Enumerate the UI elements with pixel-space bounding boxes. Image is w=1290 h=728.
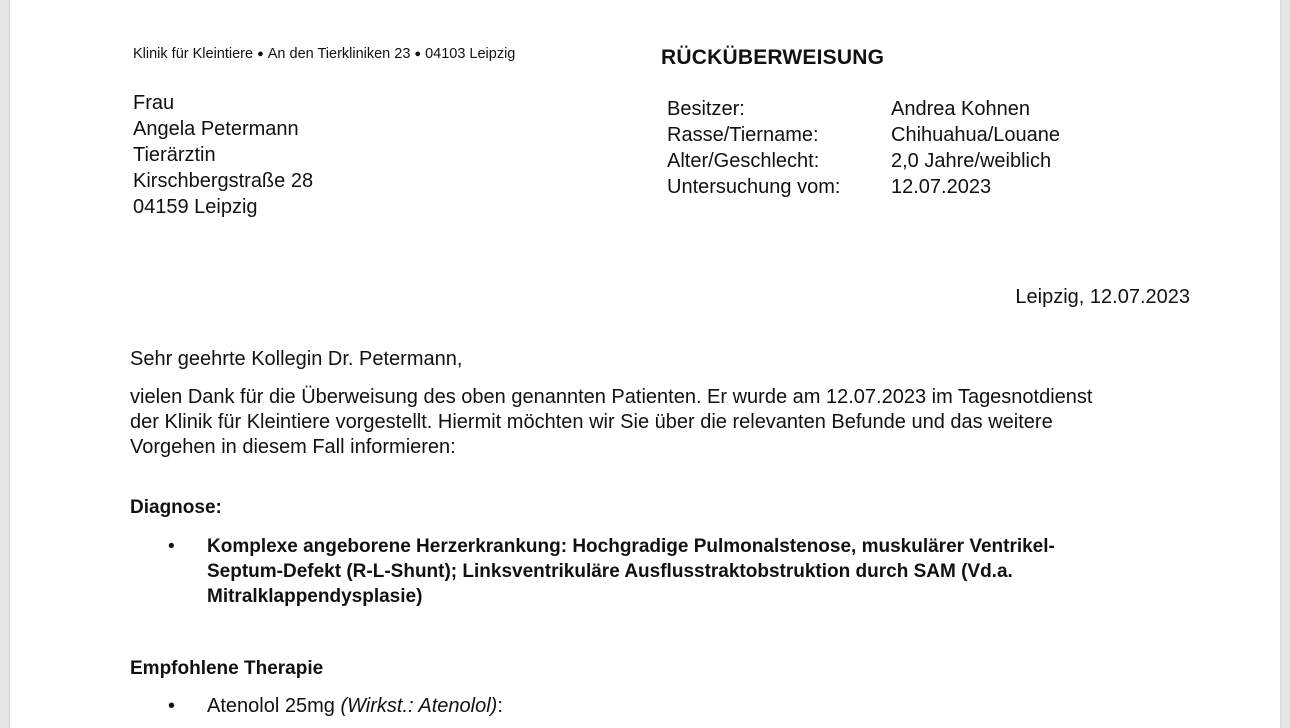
patient-label: Besitzer: (667, 98, 745, 120)
recipient-profession: Tierärztin (133, 144, 216, 166)
recipient-salutation: Frau (133, 92, 175, 114)
patient-info (667, 96, 1060, 200)
diagnosis-line: Septum-Defekt (R-L-Shunt); Linksventrikuläre Ausflusstraktobstruktion durch SAM (Vd.a. (207, 561, 1013, 582)
letter-salutation: Sehr geehrte Kollegin Dr. Petermann, (130, 348, 463, 370)
intro-line: der Klinik für Kleintiere vorgestellt. Hiermit möchten wir Sie über die relevanten Befunde und das weitere (130, 411, 1053, 433)
patient-label: Rasse/Tiername: (667, 124, 819, 146)
bullet-icon: • (168, 536, 175, 557)
diagnosis-line: Mitralklappendysplasie) (207, 586, 423, 607)
patient-row-age (667, 148, 1060, 174)
document-page (10, 0, 1280, 728)
patient-label: Alter/Geschlecht: (667, 150, 820, 172)
sender-clinic: Klinik für Kleintiere (133, 46, 254, 62)
patient-value: 2,0 Jahre/weiblich (891, 150, 1052, 172)
therapy-heading: Empfohlene Therapie (130, 658, 324, 679)
intro-line: vielen Dank für die Überweisung des oben genannten Patienten. Er wurde am 12.07.2023 im Tagesnotdienst (130, 386, 1093, 408)
diagnosis-heading: Diagnose: (130, 497, 222, 518)
place-date: Leipzig, 12.07.2023 (1015, 286, 1190, 308)
diagnosis-line: Komplexe angeborene Herzerkrankung: Hochgradige Pulmonalstenose, muskulärer Ventrikel- (207, 536, 1055, 557)
separator-dot-icon: ● (414, 48, 422, 60)
drug-active-ingredient: (Wirkst.: Atenolol) (340, 695, 498, 717)
intro-line: Vorgehen in diesem Fall informieren: (130, 436, 456, 458)
patient-value: Andrea Kohnen (891, 98, 1031, 120)
patient-value: Chihuahua/Louane (891, 124, 1061, 146)
bullet-icon: • (168, 695, 176, 717)
sender-street: An den Tierkliniken 23 (267, 46, 411, 62)
sender-address-line (133, 46, 515, 62)
patient-row-breed (667, 122, 1060, 148)
diagnosis-text (207, 534, 1055, 609)
letter-intro (130, 385, 1092, 460)
recipient-name: Angela Petermann (133, 118, 299, 140)
therapy-colon: : (497, 695, 503, 717)
patient-label: Untersuchung vom: (667, 176, 841, 198)
recipient-street: Kirschbergstraße 28 (133, 170, 314, 192)
drug-name: Atenolol 25mg (207, 695, 335, 717)
recipient-city: 04159 Leipzig (133, 196, 258, 218)
patient-row-exam-date (667, 174, 1060, 200)
patient-value: 12.07.2023 (891, 176, 992, 198)
separator-dot-icon: ● (257, 48, 264, 60)
therapy-text (207, 695, 503, 718)
recipient-address (133, 90, 313, 220)
sender-city: 04103 Leipzig (425, 46, 516, 62)
patient-row-owner (667, 96, 1060, 122)
document-title: RÜCKÜBERWEISUNG (661, 46, 885, 69)
